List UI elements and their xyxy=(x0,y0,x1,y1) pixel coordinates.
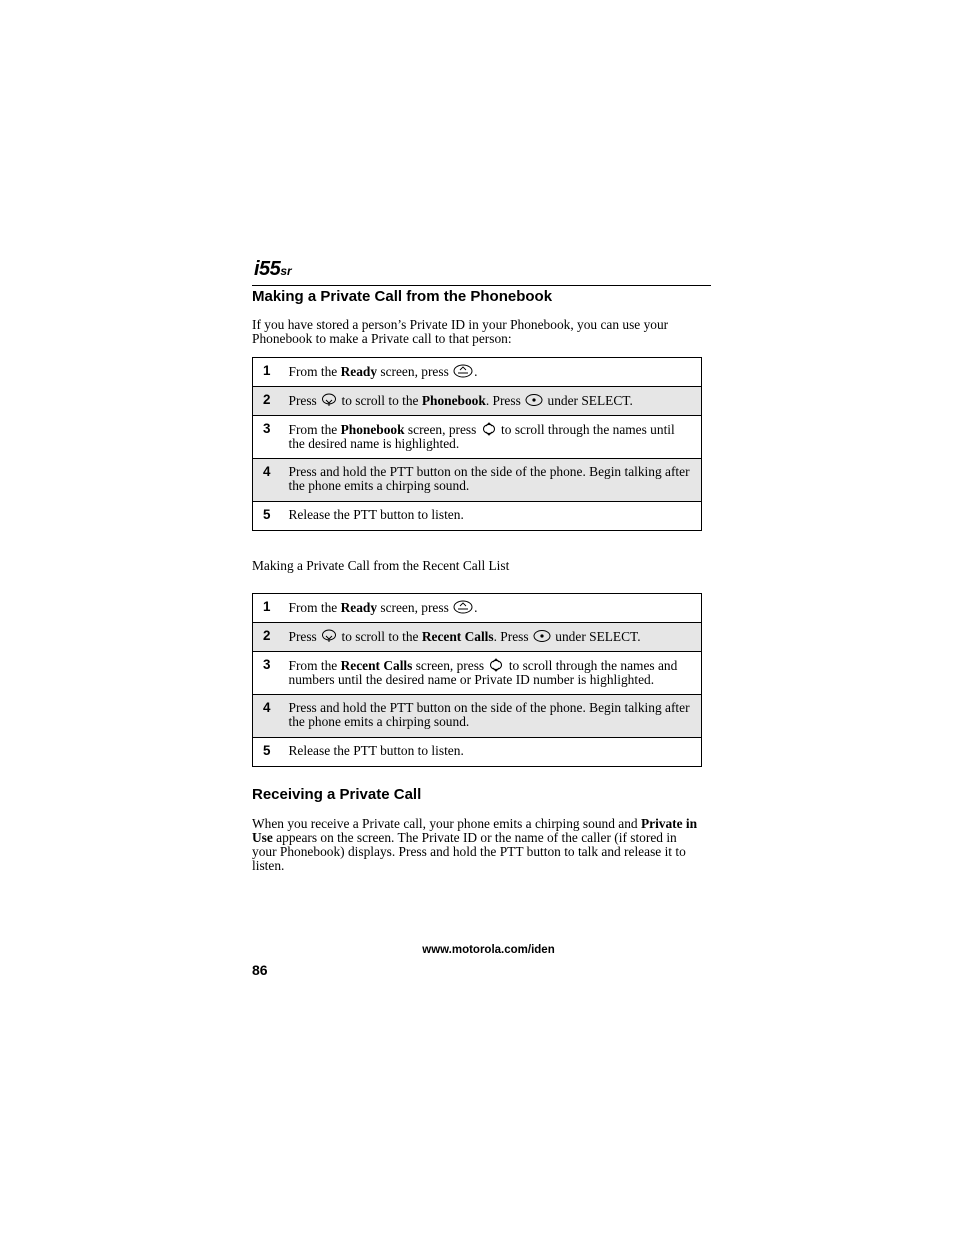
step-row xyxy=(253,387,702,416)
step-number: 4 xyxy=(253,695,289,738)
table-caption-recent-calls: Making a Private Call from the Recent Call List xyxy=(252,558,510,573)
step-row xyxy=(253,652,702,695)
select-key-icon xyxy=(525,394,543,407)
step-number: 1 xyxy=(253,358,289,387)
step-number: 3 xyxy=(253,416,289,459)
footer-url: www.motorola.com/iden xyxy=(422,944,555,956)
menu-key-icon xyxy=(453,364,473,378)
section-intro: If you have stored a person’s Private ID in your Phonebook, you can use your Phonebook to make a Private call to that person: xyxy=(252,317,669,346)
product-logo xyxy=(254,258,292,282)
page-number: 86 xyxy=(252,962,268,978)
step-text: From the Recent Calls screen, press to scroll through the names and numbers until the desired name or Private ID number is highlighted. xyxy=(289,652,702,695)
header-rule xyxy=(252,285,711,286)
step-text: From the Ready screen, press . xyxy=(289,594,702,623)
scroll-down-key-icon xyxy=(321,629,337,643)
section-heading-receiving: Receiving a Private Call xyxy=(252,786,422,803)
steps-table-phonebook xyxy=(252,357,702,531)
step-number: 5 xyxy=(253,502,289,531)
select-key-icon xyxy=(533,630,551,643)
step-number: 2 xyxy=(253,623,289,652)
step-text: Press and hold the PTT button on the side of the phone. Begin talking after the phone emits a chirping sound. xyxy=(289,695,702,738)
scroll-down-key-icon xyxy=(321,393,337,407)
step-text: Press to scroll to the Phonebook. Press under SELECT. xyxy=(289,387,702,416)
step-number: 1 xyxy=(253,594,289,623)
step-text: From the Ready screen, press . xyxy=(289,358,702,387)
step-text: Release the PTT button to listen. xyxy=(289,502,702,531)
step-row xyxy=(253,459,702,502)
step-number: 5 xyxy=(253,738,289,767)
logo-suffix: sr xyxy=(280,264,292,278)
section-paragraph-receiving: When you receive a Private call, your phone emits a chirping sound and Private in Use appears on the screen. The Private ID or the name of the caller (if stored in your Phonebook) displays. Press and hold the PTT button to talk and release it to listen. xyxy=(252,816,698,873)
step-row xyxy=(253,594,702,623)
logo-model: i55 xyxy=(254,258,281,280)
step-row xyxy=(253,695,702,738)
scroll-up-down-key-icon xyxy=(481,422,497,436)
section-heading-phonebook: Making a Private Call from the Phonebook xyxy=(252,288,553,305)
step-row xyxy=(253,738,702,767)
step-number: 2 xyxy=(253,387,289,416)
step-row xyxy=(253,502,702,531)
step-row xyxy=(253,623,702,652)
step-text: From the Phonebook screen, press to scroll through the names until the desired name is highlighted. xyxy=(289,416,702,459)
step-text: Press to scroll to the Recent Calls. Press under SELECT. xyxy=(289,623,702,652)
step-text: Press and hold the PTT button on the side of the phone. Begin talking after the phone emits a chirping sound. xyxy=(289,459,702,502)
steps-table-recent-calls xyxy=(252,593,702,767)
step-number: 4 xyxy=(253,459,289,502)
scroll-up-down-key-icon xyxy=(488,658,504,672)
step-text: Release the PTT button to listen. xyxy=(289,738,702,767)
menu-key-icon xyxy=(453,600,473,614)
step-number: 3 xyxy=(253,652,289,695)
step-row xyxy=(253,358,702,387)
step-row xyxy=(253,416,702,459)
